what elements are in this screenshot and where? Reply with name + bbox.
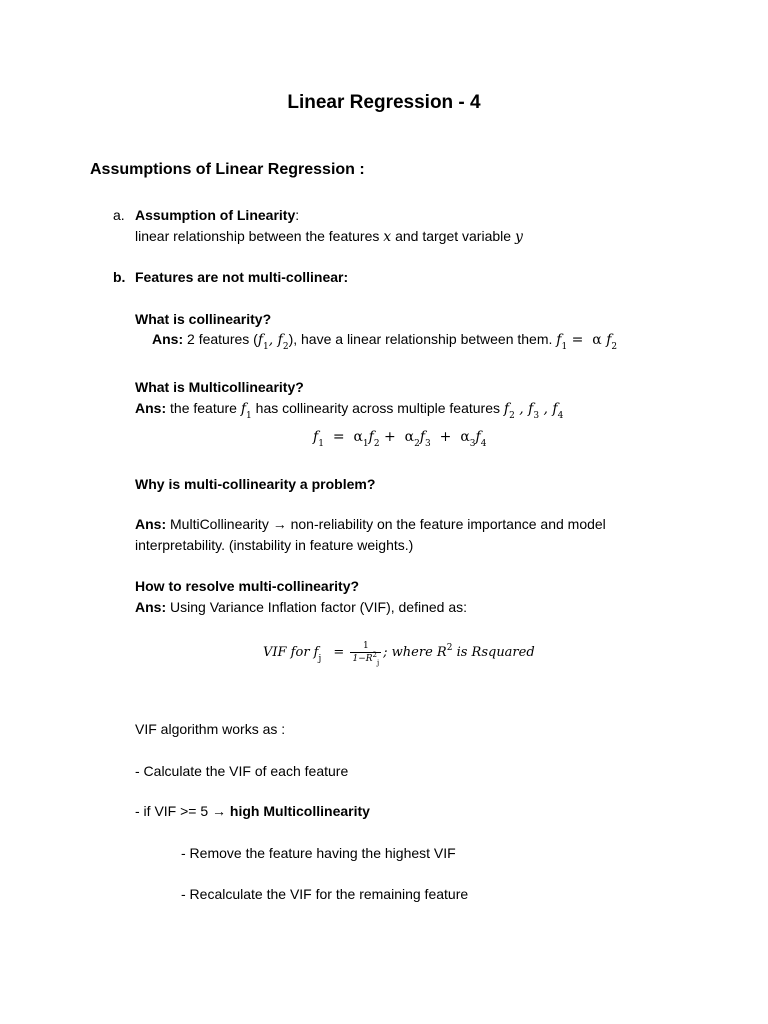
ans-label: Ans: xyxy=(152,331,184,347)
section-heading: Assumptions of Linear Regression : xyxy=(90,161,365,178)
math-f1: $f_1$ xyxy=(240,401,252,421)
vif-formula xyxy=(263,640,535,665)
math-f1-f2: $f_1$, $f_2$ xyxy=(257,332,289,352)
collinearity-question: What is collinearity? xyxy=(135,311,272,327)
multicollinearity-answer xyxy=(135,400,564,421)
vif-fraction-num: 1 xyxy=(350,640,381,653)
page-title: Linear Regression - 4 xyxy=(287,92,481,113)
algorithm-step-1: - Calculate the VIF of each feature xyxy=(135,763,349,779)
math-f2-f3-f4: $f_2$ , $f_3$ , $f_4$ xyxy=(503,401,564,421)
problem-answer-line-2: interpretability. (instability in feature weights.) xyxy=(135,537,414,553)
vif-fraction-den: 1−R xyxy=(352,654,373,664)
var-y: y xyxy=(514,229,523,245)
var-x: x xyxy=(383,229,392,245)
vif-formula-rhs-end: is Rsquared xyxy=(452,645,535,660)
algorithm-substep-2: - Recalculate the VIF for the remaining feature xyxy=(181,886,469,902)
vif-formula-lhs: VIF for f xyxy=(263,645,319,660)
problem-question: Why is multi-collinearity a problem? xyxy=(135,476,376,492)
resolve-text: Using Variance Inflation factor (VIF), defined as: xyxy=(166,599,468,615)
vif-fraction-den-sup: 2 xyxy=(372,651,377,659)
ans-label: Ans: xyxy=(135,516,167,532)
problem-answer-line-1 xyxy=(135,516,606,532)
ans-label: Ans: xyxy=(135,400,167,416)
vif-formula-eq: = xyxy=(333,645,345,660)
algorithm-step-2 xyxy=(135,803,370,819)
multicollinearity-equation: $f_1 = \alpha_1f_2 + \alpha_2f_3 + \alpha_3f_4$ xyxy=(313,429,487,449)
item-a-text-1: linear relationship between the features xyxy=(135,228,384,244)
multicollinearity-text-1: the feature xyxy=(166,400,241,416)
vif-fraction-den-sub: j xyxy=(376,659,380,667)
vif-fraction xyxy=(350,640,381,665)
resolve-question: How to resolve multi-collinearity? xyxy=(135,578,360,594)
algorithm-step-2-bold: high Multicollinearity xyxy=(229,803,370,819)
algorithm-substep-1: - Remove the feature having the highest VIF xyxy=(181,845,456,861)
vif-formula-rhs: ; where R xyxy=(383,645,447,660)
item-a-heading-line xyxy=(135,207,299,223)
list-marker-b: b. xyxy=(113,269,126,285)
vif-formula-lhs-sub: j xyxy=(318,654,322,664)
collinearity-text-2: ), have a linear relationship between them. xyxy=(288,331,557,347)
ans-label: Ans: xyxy=(135,599,167,615)
vif-formula-rhs-sup: 2 xyxy=(446,643,453,653)
item-a-text-2: and target variable xyxy=(391,228,515,244)
resolve-answer xyxy=(135,599,467,615)
collinearity-equation: $f_1 = \alpha$ $f_2$ xyxy=(556,332,618,352)
problem-text-1: MultiCollinearity → non-reliability on the feature importance and model xyxy=(166,516,606,532)
algorithm-intro: VIF algorithm works as : xyxy=(135,721,286,737)
item-a-heading: Assumption of Linearity xyxy=(135,207,296,223)
item-b-heading: Features are not multi-collinear: xyxy=(135,269,349,285)
collinearity-text-1: 2 features ( xyxy=(183,331,258,347)
item-a-heading-suffix: : xyxy=(295,207,300,223)
collinearity-answer xyxy=(152,331,618,352)
list-marker-a: a. xyxy=(113,207,125,223)
multicollinearity-question: What is Multicollinearity? xyxy=(135,379,304,395)
item-a-text xyxy=(135,228,523,245)
algorithm-step-2-prefix: - if VIF >= 5 → xyxy=(135,803,230,819)
multicollinearity-text-2: has collinearity across multiple features xyxy=(251,400,504,416)
